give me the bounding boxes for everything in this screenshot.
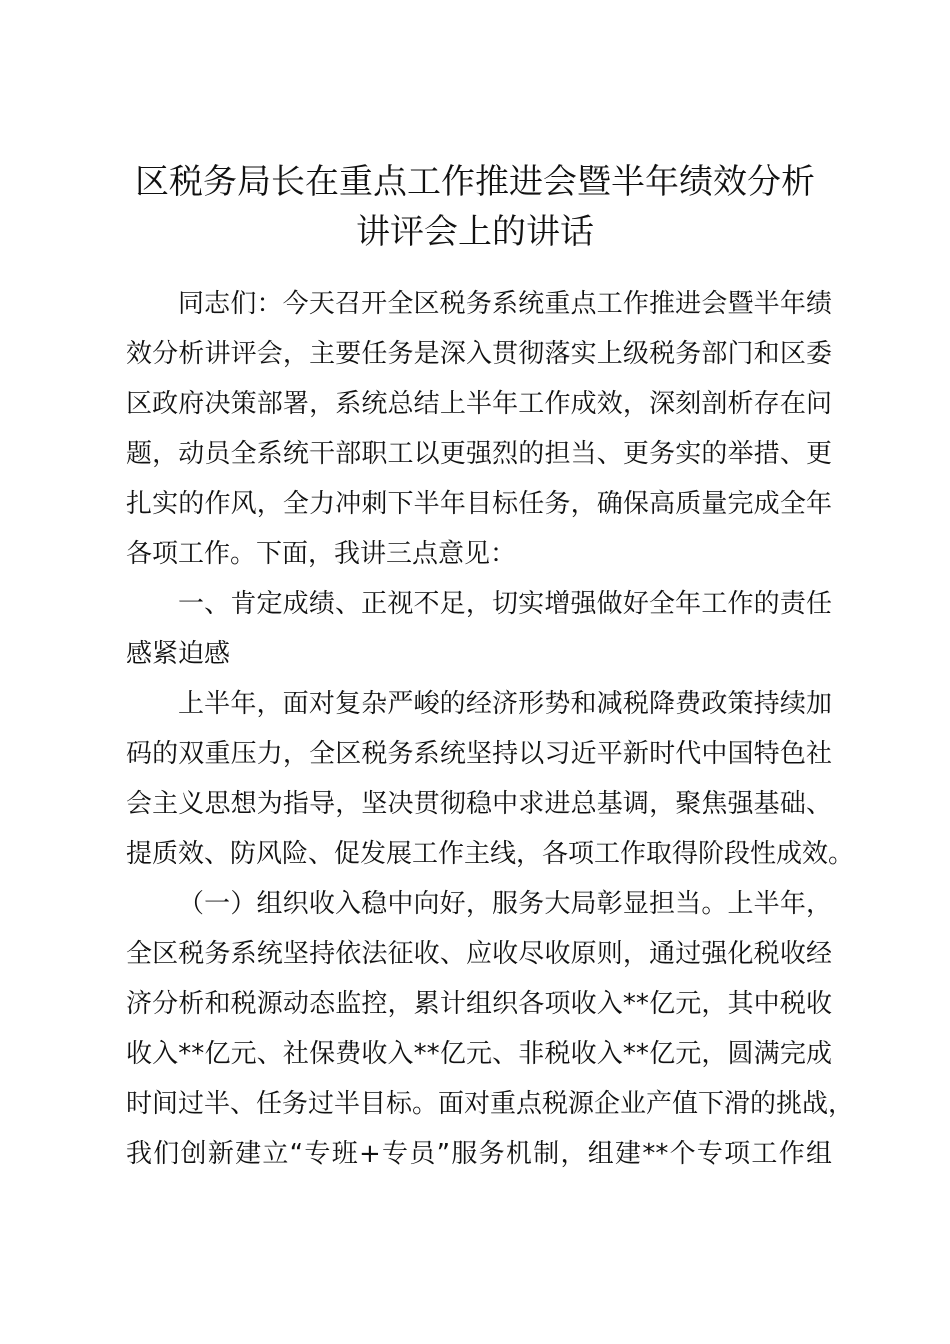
body-line: 济分析和税源动态监控，累计组织各项收入**亿元，其中税收 [126,989,832,1019]
body-line: 时间过半、任务过半目标。面对重点税源企业产值下滑的挑战， [126,1089,855,1119]
body-line: 全区税务系统坚持依法征收、应收尽收原则，通过强化税收经 [126,939,832,969]
section-heading-line: 一、肯定成绩、正视不足，切实增强做好全年工作的责任 [178,589,832,619]
section-heading-line: 感紧迫感 [126,639,231,669]
body-line: 区政府决策部署，系统总结上半年工作成效，深刻剖析存在问 [126,389,832,419]
document-title-line-1: 区税务局长在重点工作推进会暨半年绩效分析 [135,162,815,202]
body-line: 题，动员全系统干部职工以更强烈的担当、更务实的举措、更 [126,439,832,469]
body-line: 效分析讲评会，主要任务是深入贯彻落实上级税务部门和区委 [126,339,832,369]
body-line: 同志们：今天召开全区税务系统重点工作推进会暨半年绩 [178,289,832,319]
body-line: 提质效、防风险、促发展工作主线，各项工作取得阶段性成效。 [126,839,855,869]
body-line: （一）组织收入稳中向好，服务大局彰显担当。上半年， [178,889,832,919]
document-title-line-2: 讲评会上的讲话 [356,212,594,252]
body-line: 码的双重压力，全区税务系统坚持以习近平新时代中国特色社 [126,739,832,769]
body-line: 收入**亿元、社保费收入**亿元、非税收入**亿元，圆满完成 [126,1039,832,1069]
body-line: 会主义思想为指导，坚决贯彻稳中求进总基调，聚焦强基础、 [126,789,832,819]
body-line: 各项工作。下面，我讲三点意见： [126,539,517,569]
body-line: 我们创新建立“专班+专员”服务机制，组建**个专项工作组 [126,1139,832,1169]
body-line: 扎实的作风，全力冲刺下半年目标任务，确保高质量完成全年 [126,489,832,519]
body-line: 上半年，面对复杂严峻的经济形势和减税降费政策持续加 [178,689,832,719]
